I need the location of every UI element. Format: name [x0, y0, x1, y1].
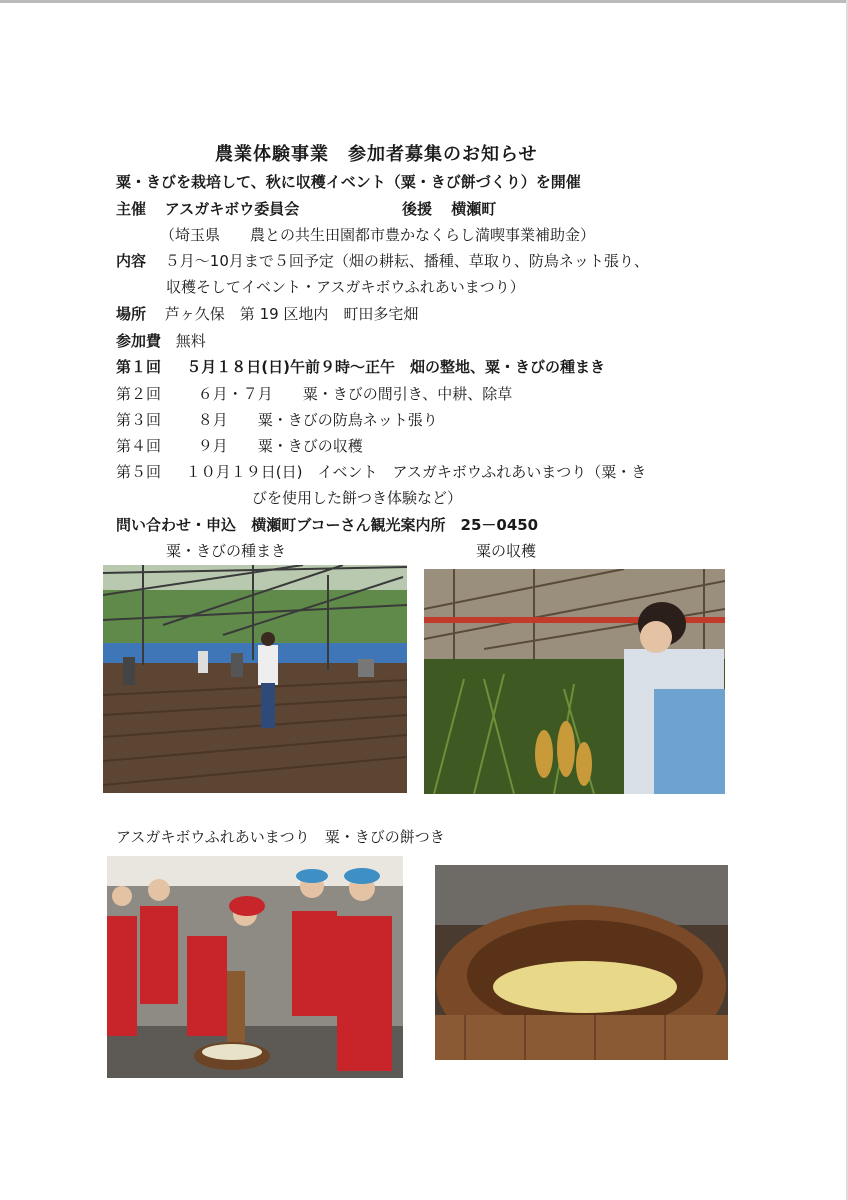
content-line2: 収穫そしてイベント・アスガキボウふれあいまつり） [166, 278, 525, 296]
session-text: ６月・７月 粟・きびの間引き、中耕、除草 [197, 385, 513, 403]
session-5 [116, 461, 646, 482]
content-row [116, 250, 649, 271]
session-label: 第１回 [116, 358, 162, 376]
festival-photo [107, 856, 403, 1078]
organizer-value: アスガキボウ委員会 [164, 200, 300, 218]
page-top-edge [0, 0, 848, 3]
caption-harvest: 粟の収穫 [476, 542, 537, 560]
session-2 [116, 383, 512, 404]
place-label: 場所 [116, 305, 147, 323]
organizer-label: 主催 [116, 200, 147, 218]
session-text: ９月 粟・きびの収穫 [197, 437, 363, 455]
content-line1: ５月～10月まで５回予定（畑の耕耘、播種、草取り、防鳥ネット張り、 [164, 252, 649, 270]
session-5-continued: びを使用した餅つき体験など） [252, 489, 463, 507]
session-text: １０月１９日(日) イベント アスガキボウふれあいまつり（粟・き [185, 463, 647, 481]
sowing-photo [103, 565, 407, 793]
session-1 [116, 356, 605, 377]
session-text: ８月 粟・きびの防鳥ネット張り [197, 411, 438, 429]
contact-row [116, 514, 538, 535]
session-label: 第４回 [116, 437, 162, 455]
fee-row [116, 330, 206, 351]
support-row [402, 198, 496, 219]
caption-festival: アスガキボウふれあいまつり 粟・きびの餅つき [116, 828, 445, 846]
fee-label: 参加費 [116, 332, 162, 350]
support-value: 横瀬町 [451, 200, 497, 218]
caption-sowing: 粟・きびの種まき [166, 542, 287, 560]
page-title: 農業体験事業 参加者募集のお知らせ [215, 144, 538, 165]
organizer-row [116, 198, 299, 219]
contact-label: 問い合わせ・申込 [116, 516, 237, 534]
fee-value: 無料 [175, 332, 206, 350]
session-label: 第２回 [116, 385, 162, 403]
session-4 [116, 435, 363, 456]
session-label: 第５回 [116, 463, 162, 481]
mortar-photo [435, 865, 728, 1060]
support-label: 後援 [402, 200, 433, 218]
session-text: ５月１８日(日)午前９時～正午 畑の整地、粟・きびの種まき [186, 358, 605, 376]
harvest-photo [424, 569, 725, 794]
session-label: 第３回 [116, 411, 162, 429]
subsidy-text: （埼玉県 農との共生田園都市豊かなくらし満喫事業補助金） [160, 226, 596, 244]
contact-value: 横瀬町ブコーさん観光案内所 25－0450 [251, 516, 539, 534]
content-label: 内容 [116, 252, 147, 270]
place-value: 芦ヶ久保 第 19 区地内 町田多宅畑 [164, 305, 419, 323]
session-3 [116, 409, 438, 430]
place-row [116, 303, 418, 324]
intro-text: 粟・きびを栽培して、秋に収穫イベント（粟・きび餅づくり）を開催 [116, 173, 581, 191]
